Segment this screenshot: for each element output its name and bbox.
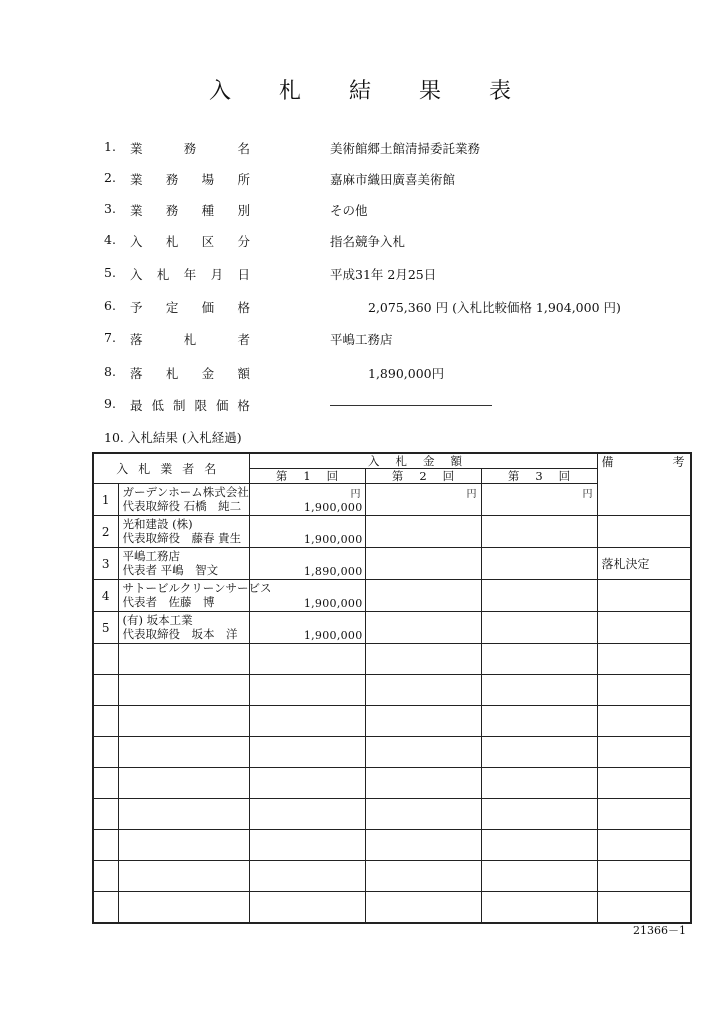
- empty-cell: [249, 737, 365, 768]
- info-label: [130, 330, 250, 348]
- info-label-char: 格: [237, 398, 250, 413]
- info-value: 1,890,000円: [368, 366, 445, 381]
- yen-unit: 円: [350, 489, 361, 500]
- row-index: 3: [93, 548, 118, 580]
- info-label-char: 業: [130, 203, 143, 218]
- empty-cell: [481, 706, 597, 737]
- row-index: 1: [93, 484, 118, 516]
- bid-amount-value: 1,900,000: [303, 533, 363, 546]
- empty-cell: [365, 799, 481, 830]
- bidder-representative: 代表者 平嶋 智文: [122, 563, 219, 577]
- info-value-dash-line: [330, 405, 492, 406]
- empty-cell: [118, 644, 249, 675]
- info-label-char: 場: [201, 172, 215, 187]
- info-number: 2.: [104, 170, 116, 185]
- info-label-char: 制: [172, 398, 186, 413]
- info-number: 3.: [104, 201, 116, 216]
- info-label: [130, 364, 250, 382]
- empty-cell: [481, 799, 597, 830]
- info-label-char: 所: [237, 172, 250, 187]
- empty-cell: [365, 644, 481, 675]
- empty-cell: [93, 768, 118, 799]
- page-footer-code: 21366－1: [633, 924, 686, 937]
- info-label-char: 最: [130, 398, 143, 413]
- empty-cell: [249, 861, 365, 892]
- info-label-char: 金: [201, 366, 215, 381]
- row-index: 5: [93, 612, 118, 644]
- bid-amount-value: 1,900,000: [303, 597, 363, 610]
- remarks-cell: [597, 612, 691, 644]
- table-row: [93, 548, 691, 580]
- info-label: [130, 139, 250, 157]
- yen-unit: 円: [466, 489, 477, 500]
- table-row: [93, 612, 691, 644]
- empty-cell: [481, 830, 597, 861]
- info-row: [0, 364, 720, 384]
- info-label-char: 札: [156, 267, 170, 282]
- table-row-empty: [93, 799, 691, 830]
- bidder-cell: [118, 484, 249, 516]
- empty-cell: [597, 675, 691, 706]
- bid-amount-round-3: [481, 612, 597, 644]
- table-row-empty: [93, 768, 691, 799]
- empty-cell: [481, 644, 597, 675]
- info-label-char: 札: [165, 234, 179, 249]
- info-label-char: 落: [130, 332, 143, 347]
- info-value: 嘉麻市織田廣喜美術館: [330, 172, 456, 187]
- info-label: [130, 170, 250, 188]
- info-label-char: 務: [165, 172, 179, 187]
- info-label-char: 者: [237, 332, 250, 347]
- row-index: 4: [93, 580, 118, 612]
- info-label-char: 札: [183, 332, 197, 347]
- empty-cell: [481, 861, 597, 892]
- info-label-char: 務: [183, 141, 197, 156]
- info-value: その他: [330, 203, 368, 218]
- info-row: [0, 265, 720, 285]
- info-label: [130, 298, 250, 316]
- empty-cell: [118, 861, 249, 892]
- empty-cell: [93, 706, 118, 737]
- bid-amount-round-2: [365, 516, 481, 548]
- empty-cell: [93, 737, 118, 768]
- info-label: [130, 201, 250, 219]
- bid-amount-round-1: [249, 548, 365, 580]
- table-row: [93, 580, 691, 612]
- empty-cell: [118, 830, 249, 861]
- info-label-char: 札: [165, 366, 179, 381]
- header-round-1: 第 1 回: [249, 469, 365, 484]
- info-label-char: 別: [237, 203, 250, 218]
- empty-cell: [93, 644, 118, 675]
- empty-cell: [249, 799, 365, 830]
- empty-cell: [93, 892, 118, 924]
- info-label-char: 定: [165, 300, 179, 315]
- row-index: 2: [93, 516, 118, 548]
- empty-cell: [365, 737, 481, 768]
- bid-amount-value: 1,900,000: [303, 629, 363, 642]
- empty-cell: [249, 892, 365, 924]
- bidder-cell: [118, 612, 249, 644]
- table-row-empty: [93, 706, 691, 737]
- table-row-empty: [93, 644, 691, 675]
- table-row-empty: [93, 861, 691, 892]
- info-row: [0, 201, 720, 221]
- header-bidder-name: 入札業者名: [93, 453, 249, 484]
- info-label-char: 日: [237, 267, 250, 282]
- remarks-cell: 落札決定: [597, 548, 691, 580]
- bid-amount-round-2: [365, 612, 481, 644]
- bid-amount-value: 1,890,000: [303, 565, 363, 578]
- info-number: 9.: [104, 396, 116, 411]
- empty-cell: [118, 799, 249, 830]
- bid-amount-round-1: [249, 580, 365, 612]
- remarks-cell: [597, 580, 691, 612]
- bidder-company-name: 平嶋工務店: [122, 549, 180, 563]
- empty-cell: [118, 768, 249, 799]
- bidder-company-name: ガーデンホーム株式会社: [122, 485, 249, 499]
- info-label-char: 予: [130, 300, 143, 315]
- info-row: [0, 170, 720, 190]
- table-row-empty: [93, 892, 691, 924]
- empty-cell: [365, 768, 481, 799]
- table-row-empty: [93, 830, 691, 861]
- info-label-char: 年: [183, 267, 197, 282]
- header-round-3: 第 3 回: [481, 469, 597, 484]
- info-label-char: 低: [151, 398, 164, 413]
- info-label-char: 分: [237, 234, 250, 249]
- empty-cell: [597, 799, 691, 830]
- info-number: 4.: [104, 232, 116, 247]
- header-remarks: 備 考: [597, 453, 691, 516]
- info-label-char: 月: [210, 267, 224, 282]
- empty-cell: [597, 737, 691, 768]
- info-row: [0, 298, 720, 318]
- title-char: 札: [278, 79, 301, 104]
- remarks-cell: [597, 516, 691, 548]
- bid-amount-value: 1,900,000: [303, 501, 363, 514]
- yen-unit: 円: [582, 489, 593, 500]
- bid-amount-round-3: [481, 484, 597, 516]
- empty-cell: [249, 768, 365, 799]
- bidder-cell: [118, 580, 272, 612]
- header-round-2: 第 2 回: [365, 469, 481, 484]
- bid-amount-round-1: [249, 484, 365, 516]
- info-label-char: 限: [194, 398, 207, 413]
- info-label-char: 務: [165, 203, 179, 218]
- info-number: 5.: [104, 265, 116, 280]
- empty-cell: [118, 675, 249, 706]
- info-row: [0, 330, 720, 350]
- bid-amount-round-1: [249, 516, 365, 548]
- table-row-empty: [93, 675, 691, 706]
- empty-cell: [597, 892, 691, 924]
- title-char: 結: [348, 79, 371, 104]
- table-row: [93, 516, 691, 548]
- page-title: [0, 74, 720, 105]
- info-label-char: 区: [201, 234, 215, 249]
- empty-cell: [249, 644, 365, 675]
- info-value: 指名競争入札: [330, 234, 406, 249]
- info-row: [0, 396, 720, 416]
- title-char: 表: [489, 79, 512, 104]
- info-value: 2,075,360 円 (入札比較価格 1,904,000 円): [368, 300, 621, 315]
- info-label-char: 価: [201, 300, 215, 315]
- bidder-representative: 代表者 佐藤 博: [122, 595, 215, 609]
- info-label: [130, 265, 250, 283]
- info-label-char: 入: [130, 234, 143, 249]
- info-value: 美術館郷土館清掃委託業務: [330, 141, 481, 156]
- bidder-representative: 代表取締役 坂本 洋: [122, 627, 238, 641]
- empty-cell: [118, 892, 249, 924]
- info-label-char: 名: [237, 141, 250, 156]
- bid-amount-round-2: [365, 580, 481, 612]
- bid-amount-round-3: [481, 548, 597, 580]
- info-label-char: 入: [130, 267, 143, 282]
- info-label-char: 業: [130, 141, 143, 156]
- empty-cell: [365, 861, 481, 892]
- empty-cell: [597, 768, 691, 799]
- info-label-char: 落: [130, 366, 143, 381]
- empty-cell: [365, 830, 481, 861]
- empty-cell: [365, 892, 481, 924]
- bid-amount-round-1: [249, 612, 365, 644]
- bid-amount-round-3: [481, 580, 597, 612]
- empty-cell: [93, 830, 118, 861]
- header-bid-amount: 入札金額: [249, 453, 597, 469]
- empty-cell: [481, 892, 597, 924]
- info-label: [130, 232, 250, 250]
- bidder-company-name: 光和建設 (株): [122, 517, 193, 531]
- bidder-company-name: (有) 坂本工業: [122, 613, 193, 627]
- title-char: 入: [208, 79, 231, 104]
- empty-cell: [481, 675, 597, 706]
- info-value: 平嶋工務店: [330, 332, 393, 347]
- empty-cell: [118, 706, 249, 737]
- empty-cell: [597, 706, 691, 737]
- info-value: 平成31年 2月25日: [330, 267, 437, 282]
- info-label-char: 額: [237, 366, 250, 381]
- info-row: [0, 232, 720, 252]
- empty-cell: [481, 768, 597, 799]
- bid-amount-round-2: [365, 484, 481, 516]
- empty-cell: [597, 830, 691, 861]
- bid-amount-round-2: [365, 548, 481, 580]
- empty-cell: [249, 830, 365, 861]
- info-label-char: 価: [215, 398, 229, 413]
- info-number: 8.: [104, 364, 116, 379]
- empty-cell: [481, 737, 597, 768]
- empty-cell: [597, 861, 691, 892]
- section-bid-results-heading: 10. 入札結果 (入札経過): [104, 430, 242, 445]
- bidder-representative: 代表取締役 藤春 貴生: [122, 531, 242, 545]
- empty-cell: [118, 737, 249, 768]
- empty-cell: [249, 706, 365, 737]
- empty-cell: [597, 644, 691, 675]
- bidder-representative: 代表取締役 石橋 純二: [122, 499, 242, 513]
- empty-cell: [249, 675, 365, 706]
- info-label-char: 格: [237, 300, 250, 315]
- empty-cell: [365, 706, 481, 737]
- empty-cell: [93, 799, 118, 830]
- empty-cell: [93, 861, 118, 892]
- empty-cell: [93, 675, 118, 706]
- info-label: [130, 396, 250, 414]
- bid-results-table: [92, 452, 692, 924]
- empty-cell: [365, 675, 481, 706]
- info-label-char: 業: [130, 172, 143, 187]
- info-number: 7.: [104, 330, 116, 345]
- info-number: 6.: [104, 298, 116, 313]
- bidder-company-name: サトービルクリーンサービス: [122, 581, 272, 595]
- info-number: 1.: [104, 139, 116, 154]
- table-row-empty: [93, 737, 691, 768]
- bid-amount-round-3: [481, 516, 597, 548]
- bidder-cell: [118, 516, 249, 548]
- title-char: 果: [419, 79, 442, 104]
- bidder-cell: [118, 548, 249, 580]
- info-row: [0, 139, 720, 159]
- info-label-char: 種: [201, 203, 215, 218]
